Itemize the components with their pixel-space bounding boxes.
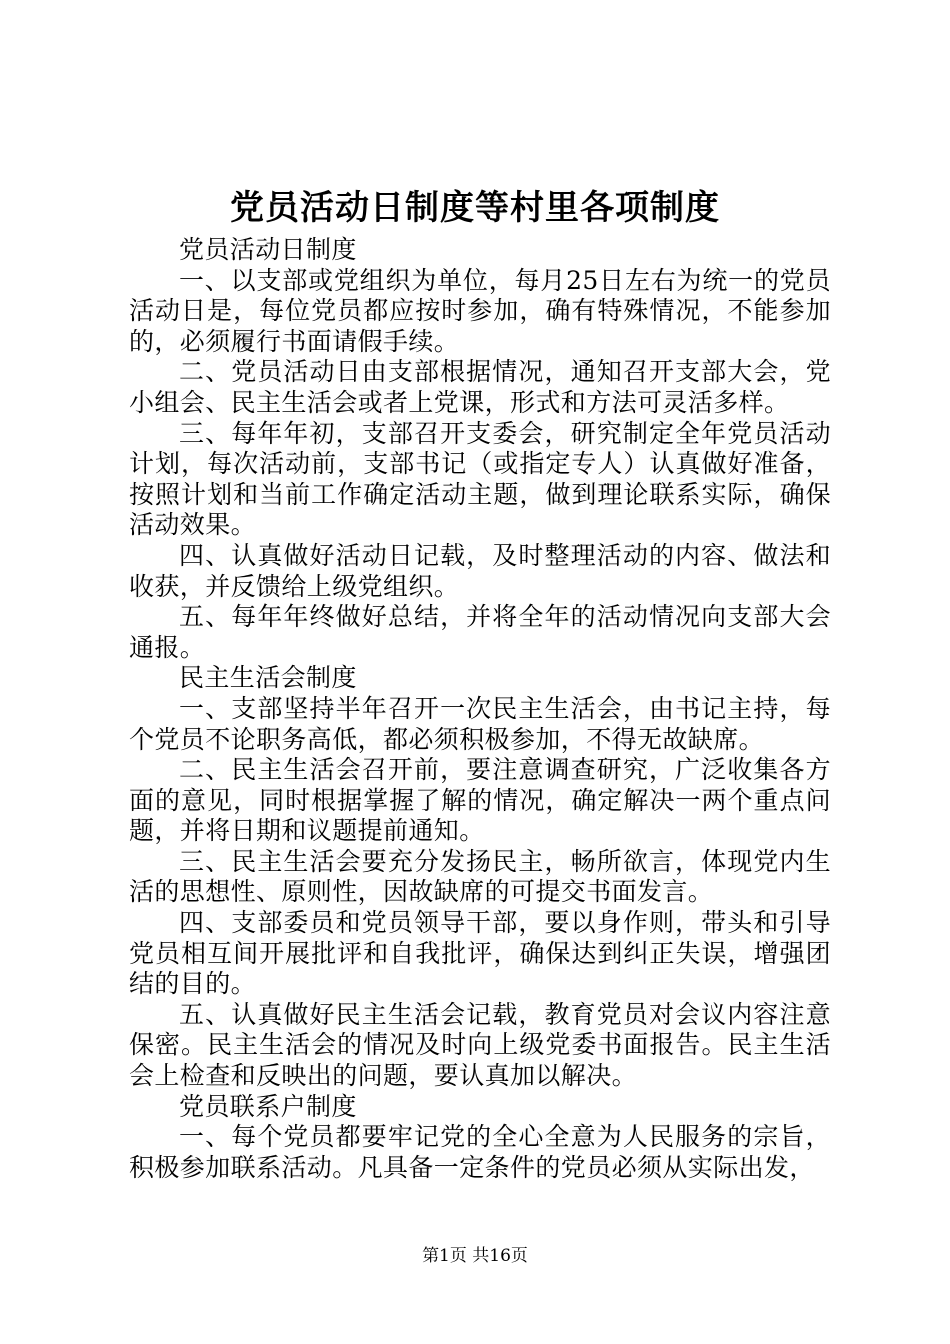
paragraph: 五、每年年终做好总结，并将全年的活动情况向支部大会通报。 xyxy=(129,602,831,662)
paragraph: 一、以支部或党组织为单位，每月25日左右为统一的党员活动日是，每位党员都应按时参加，确有特殊情况，不能参加的，必须履行书面请假手续。 xyxy=(129,265,831,356)
paragraph: 三、每年年初，支部召开支委会，研究制定全年党员活动计划，每次活动前，支部书记（或指定专人）认真做好准备，按照计划和当前工作确定活动主题，做到理论联系实际，确保活动效果。 xyxy=(129,418,831,540)
document-body xyxy=(129,235,831,1183)
paragraph: 一、支部坚持半年召开一次民主生活会，由书记主持，每个党员不论职务高低，都必须积极参加，不得无故缺席。 xyxy=(129,693,831,754)
paragraph: 五、认真做好民主生活会记载，教育党员对会议内容注意保密。民主生活会的情况及时向上级党委书面报告。民主生活会上检查和反映出的问题，要认真加以解决。 xyxy=(129,999,831,1091)
paragraph: 一、每个党员都要牢记党的全心全意为人民服务的宗旨，积极参加联系活动。凡具备一定条件的党员必须从实际出发， xyxy=(129,1122,831,1182)
document-title: 党员活动日制度等村里各项制度 xyxy=(230,188,720,228)
paragraph: 四、认真做好活动日记载，及时整理活动的内容、做法和收获，并反馈给上级党组织。 xyxy=(129,540,831,601)
paragraph: 二、民主生活会召开前，要注意调查研究，广泛收集各方面的意见，同时根据掌握了解的情况，确定解决一两个重点问题，并将日期和议题提前通知。 xyxy=(129,755,831,846)
section-heading-household-contact: 党员联系户制度 xyxy=(179,1091,357,1121)
page-number-footer: 第1页 共16页 xyxy=(422,1246,528,1266)
section-heading-party-activity-day: 党员活动日制度 xyxy=(179,235,357,264)
paragraph: 二、党员活动日由支部根据情况，通知召开支部大会，党小组会、民主生活会或者上党课，形式和方法可灵活多样。 xyxy=(129,357,831,417)
paragraph: 四、支部委员和党员领导干部，要以身作则，带头和引导党员相互间开展批评和自我批评，确保达到纠正失误，增强团结的目的。 xyxy=(129,908,831,999)
paragraph: 三、民主生活会要充分发扬民主，畅所欲言，体现党内生活的思想性、原则性，因故缺席的可提交书面发言。 xyxy=(129,846,831,907)
section-heading-democratic-life-meeting: 民主生活会制度 xyxy=(179,663,357,693)
